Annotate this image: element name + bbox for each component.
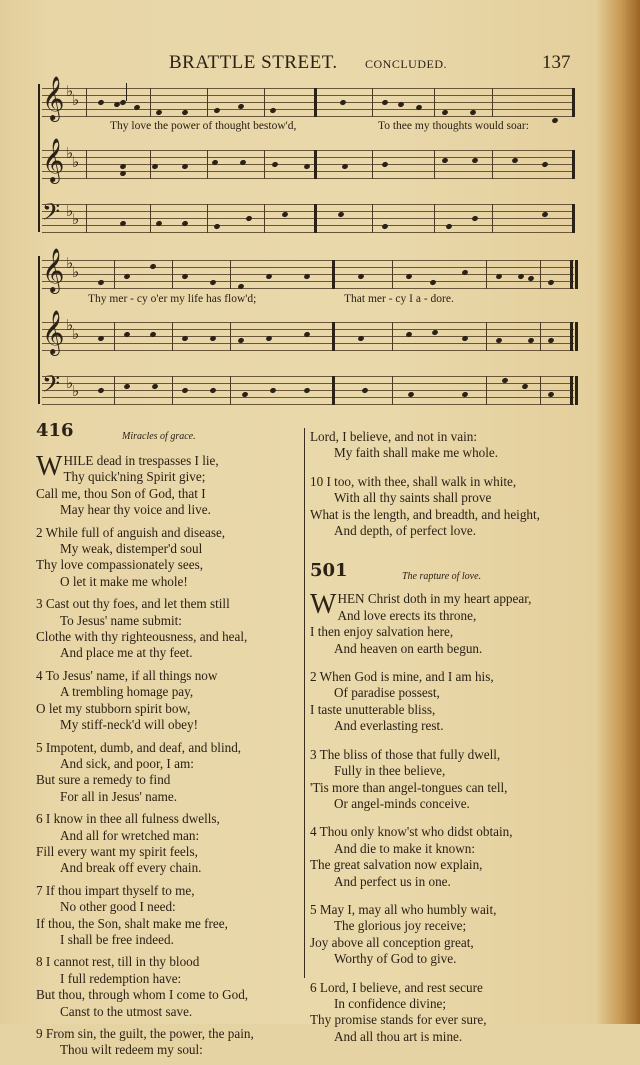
bass-staff: 𝄢 ♭ ♭ [42,376,574,404]
verse-line: And die to make it known: [334,840,476,856]
hymn-title: The rapture of love. [402,571,482,583]
verse-line: From sin, the guilt, the power, the pain, [45,1026,254,1041]
verse-line: And sick, and poor, I am: [60,755,194,771]
hymn-416 [36,420,298,1065]
hymn-title: Miracles of grace. [122,431,196,442]
verse-line: Thou only know'st who didst obtain, [319,824,513,840]
treble-clef-icon: 𝄞 [42,310,65,354]
treble-clef-icon: 𝄞 [42,248,65,292]
tune-title: BRATTLE STREET. [169,52,338,73]
hymn-header [36,420,298,447]
verse-line: And break off every chain. [60,860,202,876]
stanza-3 [36,596,298,662]
verse-line: Canst to the utmost save. [60,1003,193,1019]
verse-line: But thou, through whom I come to God, [36,987,249,1003]
hymn-header [310,560,580,587]
harmony-treble-staff: 𝄞 ♭ ♭ [42,150,574,178]
verse-line: My faith shall make me whole. [334,445,499,461]
stanza-4 [36,668,298,734]
treble-clef-icon: 𝄞 [42,138,65,182]
lyrics-left: Thy mer - cy o'er my life has flow'd; [88,293,257,305]
verse-line: HEN Christ doth in my heart appear, [337,591,532,607]
verse-line: Of paradise possest, [334,685,440,701]
harmony-treble-staff: 𝄞 ♭ ♭ [42,322,574,350]
verse-line: And depth, of perfect love. [334,523,477,539]
hymn-number: 416 [36,420,74,441]
verse-line: With all thy saints shall prove [334,490,492,506]
verse-line: And everlasting rest. [334,718,444,734]
stanza-number: 7 [36,882,43,898]
verse-line: My weak, distemper'd soul [60,541,203,557]
verse-line: Fully in thee believe, [334,763,446,779]
stanza-number: 10 [310,473,324,489]
stanza-2 [36,525,298,591]
verse-line: Call me, thou Son of God, that I [36,485,206,501]
system-brace [38,256,40,404]
stanza-number: 3 [36,596,43,612]
verse-line: And perfect us in one. [334,873,451,889]
stanza-10 [310,474,580,540]
column-divider [304,428,305,978]
stanza-6 [310,980,580,1046]
verse-line: O let my stubborn spirit bow, [36,700,191,716]
verse-line: I then enjoy salvation here, [310,624,454,640]
drop-cap: W [36,451,63,482]
verse-line: Thy quick'ning Spirit give; [63,469,206,485]
stanza-5 [310,902,580,968]
verse-line: Lord, I believe, and rest secure [319,979,483,995]
verse-line: To Jesus' name, if all things now [45,667,218,683]
stanza-6 [36,811,298,877]
verse-line: And place me at thy feet. [60,645,193,661]
stanza-7 [36,883,298,949]
music-system-1 [38,76,574,234]
verse-line: Thou wilt redeem my soul: [60,1042,203,1058]
verse-line: I shall be free indeed. [60,931,174,947]
hymn-501 [310,560,580,1045]
stanza-number: 8 [36,954,43,970]
stanza-number: 5 [310,901,317,917]
verse-line: Cast out thy foes, and let them still [45,596,230,612]
verse-line: May hear thy voice and live. [60,502,211,518]
verse-line: Lord, I believe, and not in vain: [310,429,477,444]
verse-line: While full of anguish and disease, [45,524,226,540]
stanza-number: 6 [36,811,43,827]
verse-line: The glorious joy receive; [334,918,467,934]
stanza-9 [36,1026,298,1059]
verse-line: My stiff-neck'd will obey! [60,717,199,733]
system-brace [38,84,40,232]
verse-line: 'Tis more than angel-tongues can tell, [310,779,508,795]
verse-line: When God is mine, and I am his, [319,669,494,685]
verse-line: I taste unutterable bliss, [310,701,436,717]
lyrics-right: To thee my thoughts would soar: [378,120,529,132]
stanza-2 [310,669,580,735]
verse-line: Impotent, dumb, and deaf, and blind, [45,739,242,755]
verse-line: I too, with thee, shall walk in white, [326,473,517,489]
music-system-2 [38,248,574,406]
verse-line: And heaven on earth begun. [334,640,483,656]
verse-line: The bliss of those that fully dwell, [319,746,501,762]
bass-staff: 𝄢 ♭ ♭ [42,204,574,232]
verse-line: The great salvation now explain, [310,857,483,873]
stanza-1 [310,591,580,657]
page-number: 137 [542,52,571,73]
verse-line: Fill every want my spirit feels, [36,843,198,859]
bass-clef-icon: 𝄢 [42,370,61,403]
stanza-number: 3 [310,746,317,762]
verse-line: Worthy of God to give. [334,951,457,967]
verse-line: A trembling homage pay, [60,684,194,700]
page-header [0,52,640,76]
verse-line: Clothe with thy righteousness, and heal, [36,629,248,645]
stanza-number: 9 [36,1026,43,1041]
stanza-3 [310,747,580,813]
treble-clef-icon: 𝄞 [42,76,65,120]
lyrics-left: Thy love the power of thought bestow'd, [110,120,297,132]
verse-line: And love erects its throne, [337,607,477,623]
stanza-number: 6 [310,979,317,995]
verse-line: HILE dead in trespasses I lie, [63,453,219,468]
drop-cap: W [310,589,337,621]
lyrics-right: That mer - cy I a - dore. [344,293,454,305]
verse-line: Thy promise stands for ever sure, [310,1012,487,1028]
verse-line: And all thou art is mine. [334,1028,463,1044]
verse-line: What is the length, and breadth, and height, [310,506,540,522]
stanza-4 [310,824,580,890]
verse-line: I cannot rest, till in thy blood [45,954,200,970]
stanza-1 [36,453,298,519]
hymn-number: 501 [310,560,348,582]
stanza-9-continued [310,429,580,462]
verse-line: No other good I need: [60,899,176,915]
stanza-number: 2 [310,669,317,685]
verse-line: If thou, the Son, shalt make me free, [36,915,228,931]
stanza-number: 5 [36,739,43,755]
verse-line: O let it make me whole! [60,573,188,589]
bass-clef-icon: 𝄢 [42,198,61,231]
verse-line: Joy above all conception great, [310,934,474,950]
stanza-number: 4 [36,667,43,683]
verse-line: For all in Jesus' name. [60,788,178,804]
verse-line: I know in thee all fulness dwells, [45,811,220,827]
verse-line: If thou impart thyself to me, [45,882,195,898]
tune-subtitle: CONCLUDED. [365,57,447,71]
verse-line: I full redemption have: [60,970,182,986]
verse-line: May I, may all who humbly wait, [319,901,497,917]
verse-line: Thy love compassionately sees, [36,557,204,573]
stanza-number: 4 [310,824,317,840]
melody-staff: 𝄞 ♭ ♭ [42,88,574,116]
stanza-5 [36,740,298,806]
right-column [310,425,580,1051]
stanza-number: 2 [36,524,43,540]
verse-line: But sure a remedy to find [36,772,171,788]
stanza-8 [36,954,298,1020]
verse-line: To Jesus' name submit: [60,612,182,628]
melody-staff: 𝄞 ♭ ♭ [42,260,574,288]
verse-line: Or angel-minds conceive. [334,795,470,811]
verse-line: And all for wretched man: [60,827,200,843]
verse-line: In confidence divine; [334,995,447,1011]
